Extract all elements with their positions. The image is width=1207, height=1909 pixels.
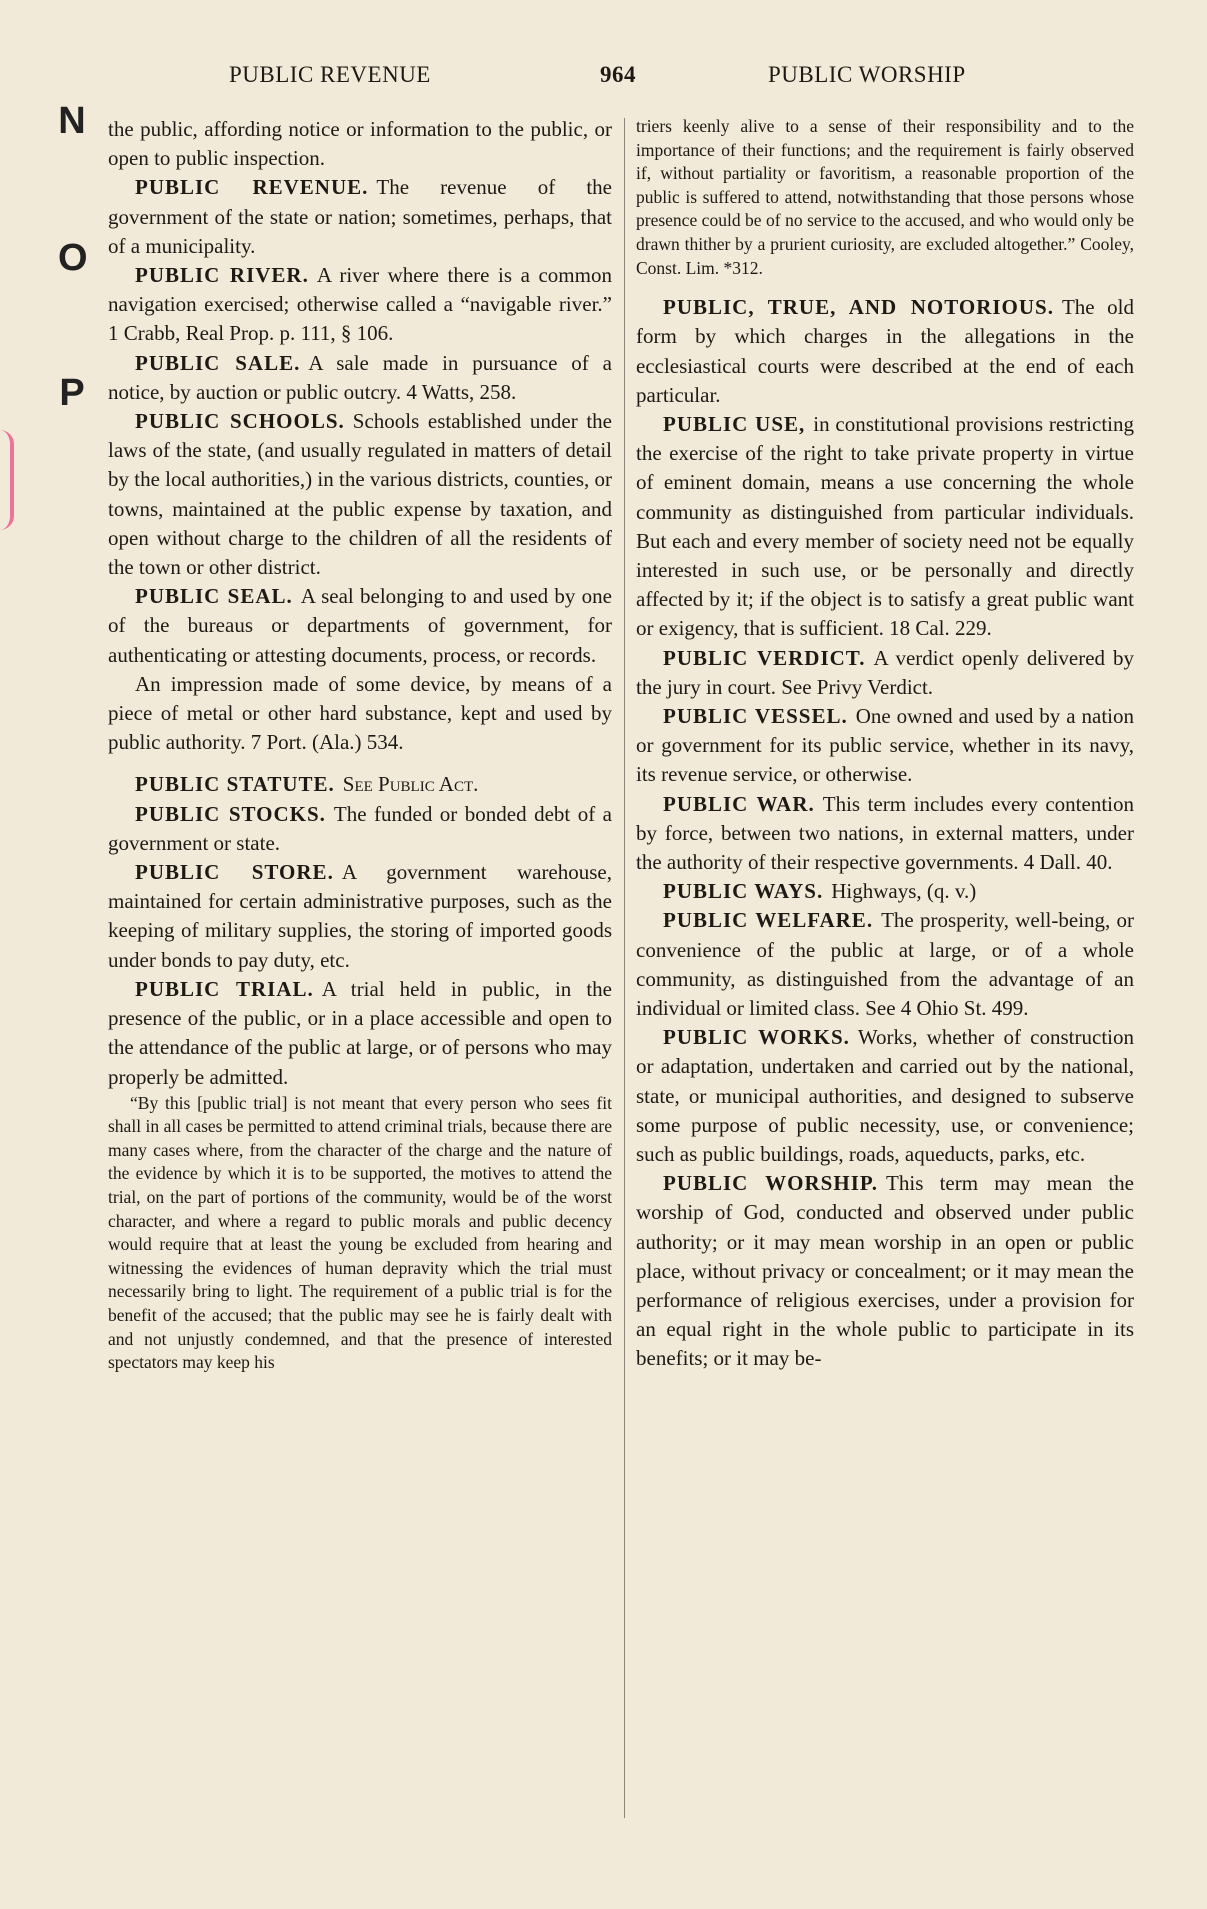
entry-public-revenue bbox=[108, 173, 612, 261]
block-quotation: “By this [public trial] is not meant that every person who sees fit shall in all cases be permitted to attend criminal trials, because there are many cases where, from the character of the charge and the nature of the evidence by which it is to be supported, the motives to attend the trial, on the part of portions of the community, would be of the worst character, and where a regard to public morals and public decency would require that at least the young be excluded from hearing and witnessing the evidences of human depravity which the trial must necessarily bring to light. The requirement of a public trial is for the benefit of the accused; that the public may see he is fairly dealt with and not unjustly condemned, and that the presence of interested spectators may keep his bbox=[108, 1092, 612, 1373]
entry-public-use bbox=[636, 410, 1134, 644]
entry-headword: PUBLIC WORKS. bbox=[663, 1025, 850, 1050]
running-header bbox=[0, 62, 1207, 94]
thumb-index-n: N bbox=[58, 100, 86, 142]
continuation-text: the public, affording notice or information to the public, or open to public inspection. bbox=[108, 117, 612, 171]
entry-definition: Highways, (q. v.) bbox=[831, 879, 977, 904]
entry-cross-reference: See Public Act. bbox=[342, 772, 479, 797]
entry-headword: PUBLIC WAR. bbox=[663, 791, 815, 816]
right-column bbox=[636, 115, 1134, 1374]
entry-headword: PUBLIC REVENUE. bbox=[135, 175, 369, 200]
entry-public-vessel bbox=[636, 702, 1134, 790]
entry-public-welfare bbox=[636, 906, 1134, 1023]
entry-headword: PUBLIC STOCKS. bbox=[135, 801, 326, 826]
entry-definition: in constitutional provisions restricting the exercise of the right to take private property in virtue of eminent domain, means a use concerning the whole community as distinguished from particular individuals. But each and every member of society need not be equally interested in such use, or be personally and directly affected by it; if the object is to satisfy a great public want or exigency, that is sufficient. 18 Cal. 229. bbox=[636, 411, 1134, 641]
entry-definition: A verdict openly delivered by the jury in court. See Privy Verdict. bbox=[636, 645, 1134, 699]
entry-headword: PUBLIC WORSHIP. bbox=[663, 1171, 879, 1196]
entry-public-seal bbox=[108, 582, 612, 757]
entry-headword: PUBLIC TRIAL. bbox=[135, 976, 314, 1001]
thumb-index-p: P bbox=[59, 372, 85, 414]
entry-definition: A seal belonging to and used by one of the bureaus or departments of government, for authenticating or attesting documents, process, or records. bbox=[108, 584, 612, 667]
entry-definition: A government warehouse, maintained for certain administrative purposes, such as the keeping of military supplies, the storing of imported goods under bonds to pay duty, etc. bbox=[108, 860, 612, 972]
entry-headword: PUBLIC VERDICT. bbox=[663, 645, 866, 670]
entry-public-schools bbox=[108, 407, 612, 582]
entry-public-works bbox=[636, 1023, 1134, 1169]
entry-definition: Schools established under the laws of the state, (and usually regulated in matters of detail by the local authorities,) in the various districts, counties, or towns, maintained at the public expense by taxation, and open without charge to the children of all the residents of the town or other district. bbox=[108, 409, 612, 580]
entry-definition: The revenue of the government of the state or nation; sometimes, perhaps, that of a municipality. bbox=[108, 175, 612, 258]
entry-headword: PUBLIC STORE. bbox=[135, 860, 334, 885]
entry-headword: PUBLIC STATUTE. bbox=[135, 772, 335, 797]
entry-public-store bbox=[108, 858, 612, 975]
entry-definition: The prosperity, well-being, or convenience of the public at large, or of a whole community, as distinguished from the advantage of an individual or limited class. See 4 Ohio St. 499. bbox=[636, 908, 1134, 1021]
entry-headword: PUBLIC SEAL. bbox=[135, 584, 293, 609]
entry-headword: PUBLIC SALE. bbox=[135, 350, 301, 375]
entry-headword: PUBLIC USE, bbox=[663, 411, 806, 436]
entry-public-verdict bbox=[636, 644, 1134, 702]
entry-definition: This term may mean the worship of God, conducted and observed under public authority; or it may mean worship in an open or public place, without privacy or concealment; or it may mean the performance of religious exercises, under a provision for an equal right in the whole public to participate in its benefits; or it may be- bbox=[636, 1171, 1134, 1371]
entry-additional-definition: An impression made of some device, by means of a piece of metal or other hard substance, kept and used by public authority. 7 Port. (Ala.) 534. bbox=[108, 671, 612, 755]
entry-public-worship bbox=[636, 1169, 1134, 1373]
entry-public-ways bbox=[636, 877, 1134, 906]
entry-definition: The old form by which charges in the allegations in the ecclesiastical courts were described at the end of each particular. bbox=[636, 295, 1134, 407]
entry-headword: PUBLIC SCHOOLS. bbox=[135, 409, 345, 434]
entry-headword: PUBLIC WELFARE. bbox=[663, 908, 874, 933]
entry-public-trial bbox=[108, 975, 612, 1092]
entry-headword: PUBLIC VESSEL. bbox=[663, 704, 848, 728]
page-edge-mark bbox=[0, 430, 14, 530]
entry-public-stocks bbox=[108, 800, 612, 858]
entry-definition: A sale made in pursuance of a notice, by auction or public outcry. 4 Watts, 258. bbox=[108, 350, 612, 404]
block-quotation-continuation: triers keenly alive to a sense of their responsibility and to the importance of their functions; and the requirement is fairly observed if, without partiality or favoritism, a reasonable proportion of the public is suffered to attend, notwithstanding that those persons whose presence could be of no service to the accused, and who would only be drawn thither by a prurient curiosity, are excluded altogether.” Cooley, Const. Lim. *312. bbox=[636, 116, 1134, 278]
left-column bbox=[108, 115, 612, 1388]
entry-headword: PUBLIC WAYS. bbox=[663, 879, 824, 904]
entry-definition: A trial held in public, in the presence of the public, or in a place accessible and open to the attendance of the public at large, or of persons who may properly be admitted. bbox=[108, 976, 612, 1089]
header-right-guide-word: PUBLIC WORSHIP bbox=[768, 62, 966, 87]
thumb-index-o: O bbox=[58, 237, 88, 279]
entry-public-statute bbox=[108, 770, 612, 799]
entry-definition: This term includes every contention by force, between two nations, in external matters, under the authority of their respective governments. 4 Dall. 40. bbox=[636, 791, 1134, 875]
entry-headword: PUBLIC, TRUE, AND NOTORIOUS. bbox=[663, 295, 1054, 320]
column-divider bbox=[624, 118, 625, 1818]
entry-headword: PUBLIC RIVER. bbox=[135, 263, 309, 288]
entry-definition: Works, whether of construction or adaptation, undertaken and carried out by the national, state, or municipal authorities, and designed to subserve some purpose of public necessity, use, or convenience; such as public buildings, roads, aqueducts, parks, etc. bbox=[636, 1025, 1134, 1167]
entry-definition: One owned and used by a nation or government for its public service, whether in its navy, its revenue service, or otherwise. bbox=[636, 704, 1134, 787]
header-left-guide-word: PUBLIC REVENUE bbox=[229, 62, 431, 87]
entry-public-river bbox=[108, 261, 612, 349]
entry-definition: A river where there is a common navigation exercised; otherwise called a “navigable river.” 1 Crabb, Real Prop. p. 111, § 106. bbox=[108, 263, 612, 346]
entry-public-sale bbox=[108, 349, 612, 407]
page-number: 964 bbox=[600, 62, 636, 87]
entry-definition: The funded or bonded debt of a government or state. bbox=[108, 801, 612, 855]
entry-public-war bbox=[636, 790, 1134, 878]
entry-public-true-notorious bbox=[636, 293, 1134, 410]
